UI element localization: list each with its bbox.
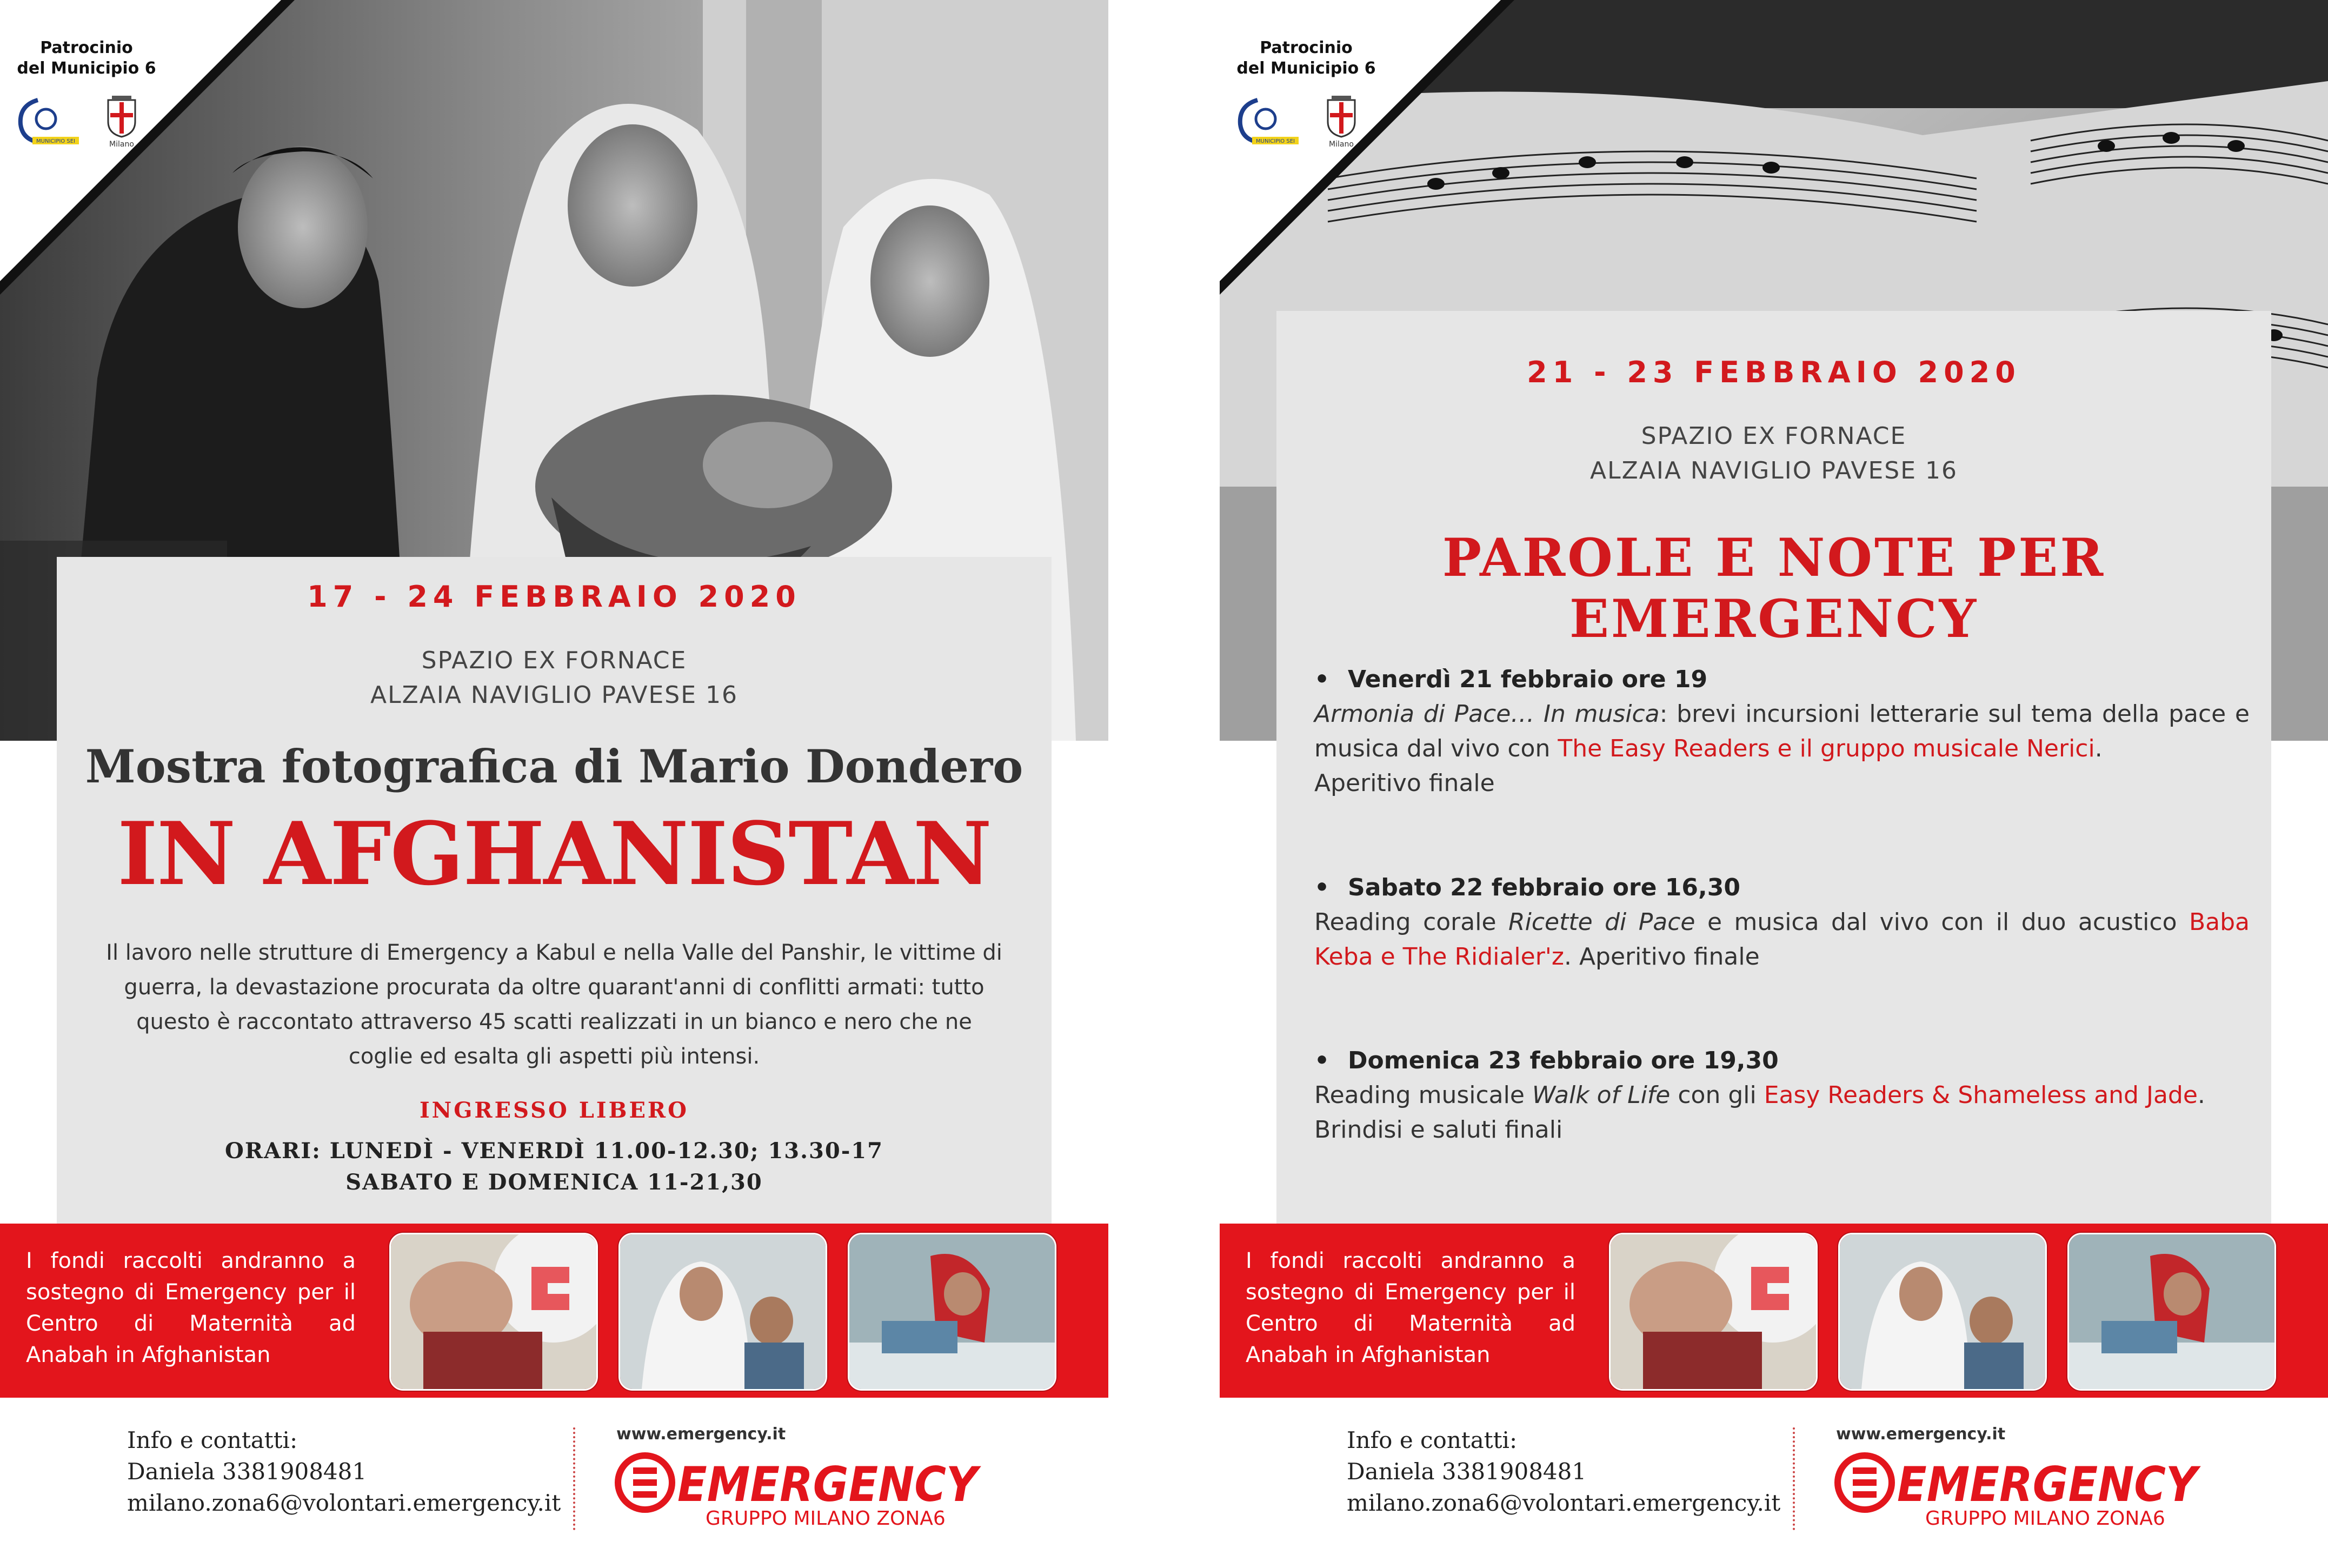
- poster-parole-e-note: [1220, 0, 2328, 1568]
- patronage-line2: del Municipio 6: [1236, 59, 1376, 78]
- description-line: questo è raccontato attraverso 45 scatti realizzati in un bianco e nero che ne: [136, 1009, 972, 1034]
- milano-logo-text: Milano: [109, 140, 134, 149]
- venue-name: SPAZIO EX FORNACE: [421, 647, 687, 674]
- contact-info: [1347, 1425, 1780, 1519]
- milano-crest-logo: [1322, 95, 1360, 154]
- program-item-title: Walk of Life: [1532, 1081, 1671, 1109]
- emergency-logo: [614, 1449, 981, 1530]
- photo-newborn: [1609, 1233, 1818, 1391]
- website-link[interactable]: www.emergency.it: [616, 1425, 786, 1444]
- contact-label: Info e contatti:: [127, 1427, 298, 1453]
- municipio-sei-logo: [1236, 95, 1301, 149]
- municipio-logo-text: MUNICIPIO SEI: [36, 138, 75, 144]
- venue-name: SPAZIO EX FORNACE: [1641, 422, 1907, 450]
- photo-mother-in-bed: [848, 1233, 1056, 1391]
- emergency-logo-word: EMERGENCY: [677, 1457, 981, 1512]
- photo-mother-in-bed: [2067, 1233, 2276, 1391]
- contact-phone: Daniela 3381908481: [1347, 1458, 1587, 1485]
- program-item-performers: Easy Readers & Shameless and Jade: [1764, 1081, 2198, 1109]
- patronage-logos: [16, 95, 141, 154]
- contact-email[interactable]: milano.zona6@volontari.emergency.it: [1347, 1490, 1781, 1516]
- opening-hours-weekdays: ORARI: LUNEDÌ - VENERDÌ 11.00-12.30; 13.30-17: [225, 1138, 883, 1164]
- program-item-performers: Baba Keba e The Ridialer'z: [1314, 908, 2250, 971]
- exhibition-description: [89, 935, 1019, 1074]
- photo-nurse-with-child: [1838, 1233, 2047, 1391]
- emergency-logo-subtitle: GRUPPO MILANO ZONA6: [1925, 1507, 2165, 1530]
- fundraising-text: I fondi raccolti andranno a sostegno di Emergency per il Centro di Maternità ad Anabah in Afghanistan: [26, 1248, 356, 1367]
- patronage-logos: [1236, 95, 1360, 154]
- exhibition-subtitle: Mostra fotografica di Mario Dondero: [85, 740, 1023, 793]
- contact-phone: Daniela 3381908481: [127, 1458, 367, 1485]
- fundraising-photos: [1609, 1233, 2276, 1391]
- free-entry-label: INGRESSO LIBERO: [419, 1098, 689, 1123]
- contact-email[interactable]: milano.zona6@volontari.emergency.it: [127, 1490, 561, 1516]
- program-item-title: Armonia di Pace… In musica: [1314, 700, 1660, 728]
- description-line: Il lavoro nelle strutture di Emergency a Kabul e nella Valle del Panshir, le vittime di: [106, 940, 1002, 965]
- fundraising-photos: [389, 1233, 1056, 1391]
- poster-mostra-fotografica: [0, 0, 1108, 1568]
- program-item-friday: • Venerdì 21 febbraio ore 19 Armonia di Pace… In musica: brevi incursioni letterarie sul tema della pace e musica dal vivo con The Easy Readers e il gruppo musicale Nerici. Aperitivo finale: [1314, 666, 2250, 797]
- emergency-logo-word: EMERGENCY: [1897, 1457, 2201, 1512]
- program-item-saturday: • Sabato 22 febbraio ore 16,30 Reading corale Ricette di Pace e musica dal vivo con il duo acustico Baba Keba e The Ridialer'z. Aperitivo finale: [1314, 874, 2250, 971]
- program-item-performers: The Easy Readers e il gruppo musicale Nerici: [1558, 735, 2095, 762]
- patronage-label: [1236, 38, 1376, 79]
- photo-newborn: [389, 1233, 598, 1391]
- fundraising-band: [1220, 1224, 2328, 1398]
- program-item-sunday: • Domenica 23 febbraio ore 19,30 Reading musicale Walk of Life con gli Easy Readers & Shameless and Jade. Brindisi e saluti finali: [1314, 1047, 2205, 1144]
- patronage-line1: Patrocinio: [40, 38, 133, 57]
- emergency-logo-subtitle: GRUPPO MILANO ZONA6: [706, 1507, 946, 1530]
- municipio-sei-logo: [16, 95, 81, 149]
- event-date: 17 - 24 FEBBRAIO 2020: [307, 580, 801, 614]
- opening-hours-weekend: SABATO E DOMENICA 11-21,30: [345, 1170, 763, 1195]
- footer-divider: [1793, 1427, 1795, 1530]
- contact-info: [127, 1425, 561, 1519]
- program-item-title: Ricette di Pace: [1508, 908, 1695, 936]
- event-title: PAROLE E NOTE PER EMERGENCY: [1442, 527, 2106, 649]
- info-panel: [57, 557, 1052, 1224]
- event-date: 21 - 23 FEBBRAIO 2020: [1527, 355, 2021, 389]
- patronage-line1: Patrocinio: [1260, 38, 1353, 57]
- description-line: guerra, la devastazione procurata da oltre quarant'anni di conflitti armati: tutto: [124, 975, 985, 1000]
- venue-address: ALZAIA NAVIGLIO PAVESE 16: [370, 681, 738, 709]
- footer-divider: [573, 1427, 575, 1530]
- municipio-logo-text: MUNICIPIO SEI: [1256, 138, 1295, 144]
- photo-nurse-with-child: [618, 1233, 827, 1391]
- fundraising-text: I fondi raccolti andranno a sostegno di Emergency per il Centro di Maternità ad Anabah in Afghanistan: [1246, 1248, 1575, 1367]
- program-item-heading: Sabato 22 febbraio ore 16,30: [1348, 874, 1740, 901]
- opening-hours: [57, 1135, 1052, 1198]
- program-item-heading: Domenica 23 febbraio ore 19,30: [1348, 1047, 1779, 1074]
- program-item-heading: Venerdì 21 febbraio ore 19: [1348, 666, 1708, 693]
- milano-crest-logo: [103, 95, 141, 154]
- patronage-line2: del Municipio 6: [17, 59, 156, 78]
- exhibition-title: IN AFGHANISTAN: [117, 803, 991, 905]
- patronage-label: [16, 38, 157, 79]
- contact-label: Info e contatti:: [1347, 1427, 1518, 1453]
- program-panel: [1276, 311, 2271, 1224]
- milano-logo-text: Milano: [1329, 140, 1354, 149]
- description-line: coglie ed esalta gli aspetti più intensi.: [348, 1044, 760, 1069]
- emergency-logo: [1833, 1449, 2201, 1530]
- fundraising-band: [0, 1224, 1108, 1398]
- venue-address: ALZAIA NAVIGLIO PAVESE 16: [1589, 457, 1958, 484]
- website-link[interactable]: www.emergency.it: [1836, 1425, 2006, 1444]
